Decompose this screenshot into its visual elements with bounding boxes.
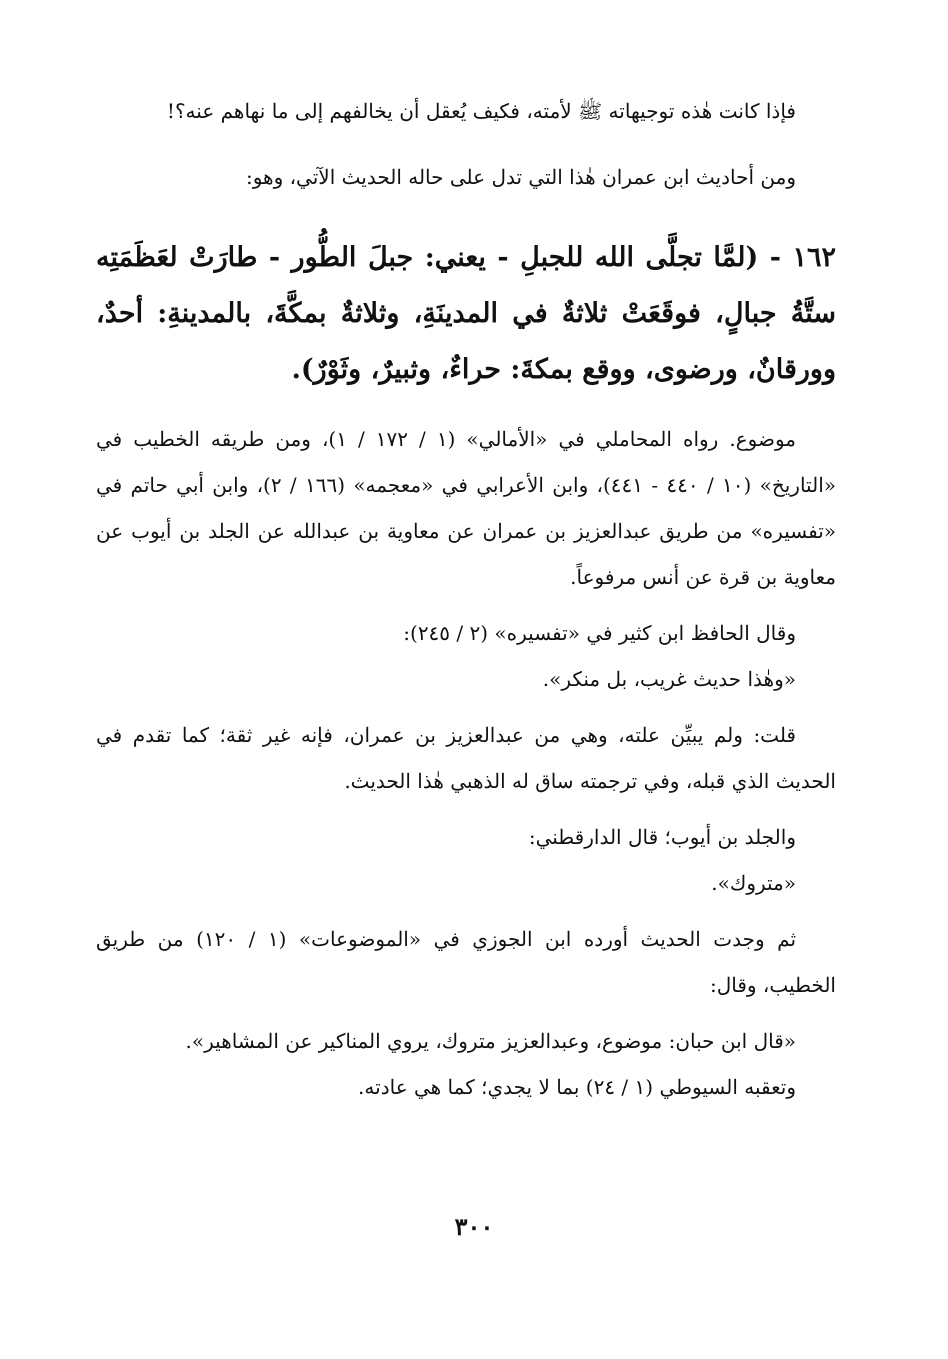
hadith-text: ١٦٢ - (لمَّا تجلَّى الله للجبلِ - يعني: جبلَ الطُّور - طارَتْ لعَظَمَتِه ستَّةُ جبالٍ، فوقَعَتْ ثلاثةٌ في المدينَةِ، وثلاثةٌ بمكَّةَ، بالمدينةِ: أحدٌ، وورقانٌ، ورضوى، ووقع بمكةَ: حراءٌ، وثبيرٌ، وثَوْرٌ).: [96, 242, 836, 385]
ibn-kathir-quote: «وهٰذا حديث غريب، بل منكر».: [542, 667, 796, 691]
ibn-hibban-quote: «قال ابن حبان: موضوع، وعبدالعزيز متروك، يروي المناكير عن المشاهير».: [185, 1029, 796, 1053]
page-number: ٣٠٠: [454, 1212, 494, 1241]
qultu-paragraph: قلت: ولم يبيِّن علته، وهي من عبدالعزيز بن عمران، فإنه غير ثقة؛ كما تقدم في الحديث الذي قبله، وفي ترجمته ساق له الذهبي هٰذا الحديث.: [96, 723, 836, 793]
ibn-jawzi-paragraph: ثم وجدت الحديث أورده ابن الجوزي في «الموضوعات» (١ / ١٢٠) من طريق الخطيب، وقال:: [96, 927, 836, 997]
ibn-kathir-paragraph: وقال الحافظ ابن كثير في «تفسيره» (٢ / ٢٤٥):: [403, 621, 796, 645]
lead-in-paragraph: ومن أحاديث ابن عمران هٰذا التي تدل على حاله الحديث الآتي، وهو:: [245, 165, 796, 189]
matruk-quote: «متروك».: [711, 871, 796, 895]
takhrij-paragraph: موضوع. رواه المحاملي في «الأمالي» (١ / ١٧٢ / ١)، ومن طريقه الخطيب في «التاريخ» (١٠ / ٤٤٠ - ٤٤١)، وابن الأعرابي في «معجمه» (١٦٦ / ٢)، وابن أبي حاتم في «تفسيره» من طريق عبدالعزيز بن عمران عن معاوية بن عبدالله عن الجلد بن أيوب عن معاوية بن قرة عن أنس مرفوعاً.: [96, 427, 836, 589]
jald-paragraph: والجلد بن أيوب؛ قال الدارقطني:: [528, 825, 796, 849]
suyuti-paragraph: وتعقبه السيوطي (١ / ٢٤) بما لا يجدي؛ كما هي عادته.: [358, 1075, 796, 1099]
intro-paragraph: فإذا كانت هٰذه توجيهاته ﷺ لأمته، فكيف يُعقل أن يخالفهم إلى ما نهاهم عنه؟!: [166, 99, 796, 123]
page-body: [96, 88, 836, 1110]
